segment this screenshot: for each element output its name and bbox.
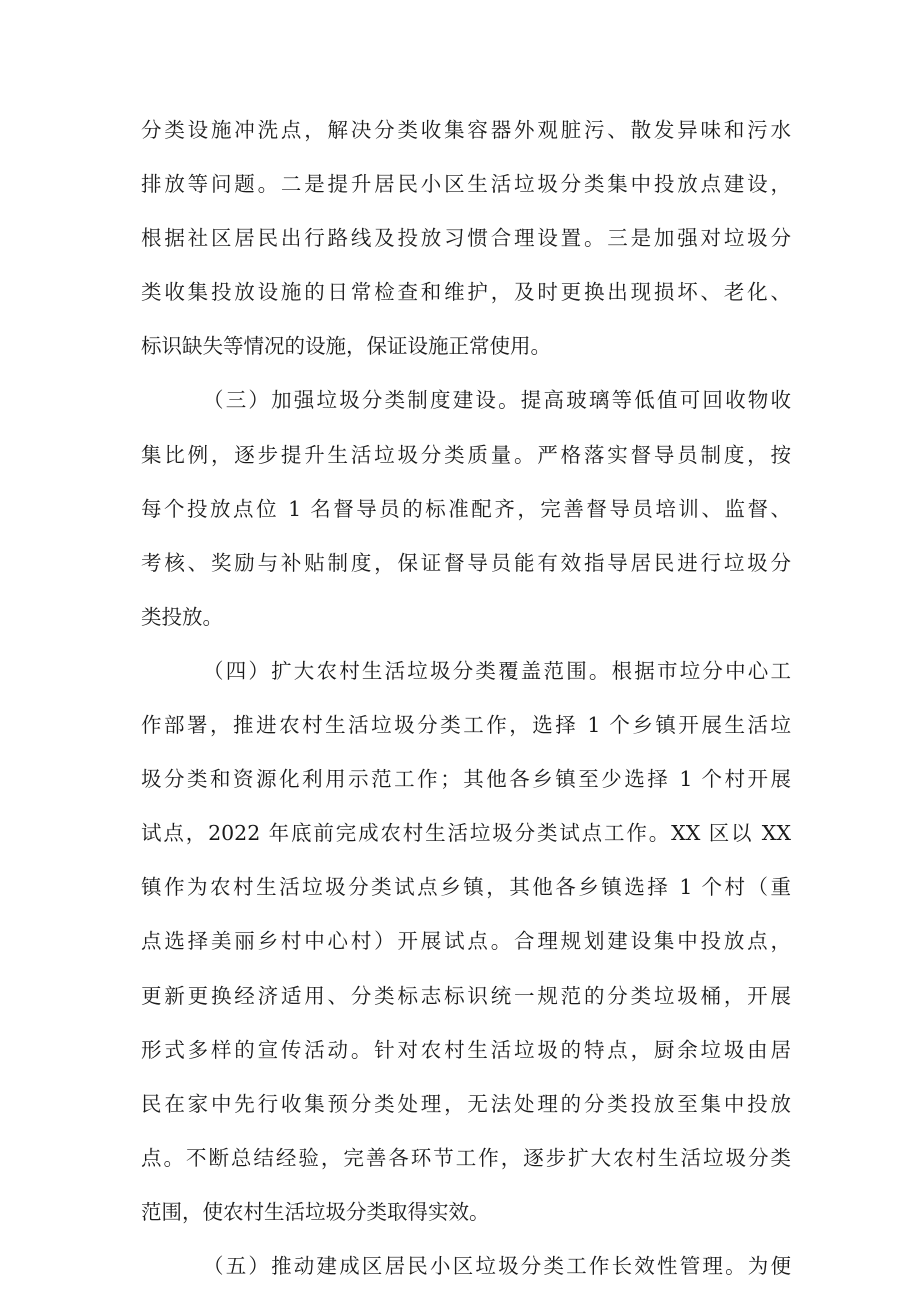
text-line: 分类设施冲洗点，解决分类收集容器外观脏污、散发异味和污水 — [141, 118, 791, 142]
text-line: 圾分类和资源化利用示范工作；其他各乡镇至少选择 1 个村开展 — [141, 767, 791, 792]
paragraph-heading-line: （四）扩大农村生活垃圾分类覆盖范围。根据市垃分中心工 — [203, 658, 791, 683]
text-line: 形式多样的宣传活动。针对农村生活垃圾的特点，厨余垃圾由居 — [141, 1037, 791, 1062]
text-line: 根据社区居民出行路线及投放习惯合理设置。三是加强对垃圾分 — [141, 226, 791, 251]
text-line: 作部署，推进农村生活垃圾分类工作，选择 1 个乡镇开展生活垃 — [141, 713, 791, 738]
text-line: 镇作为农村生活垃圾分类试点乡镇，其他各乡镇选择 1 个村（重 — [141, 875, 791, 900]
text-line: 更新更换经济适用、分类标志标识统一规范的分类垃圾桶，开展 — [141, 983, 791, 1008]
text-line: 试点，2022 年底前完成农村生活垃圾分类试点工作。XX 区以 XX — [141, 821, 791, 846]
text-line: 点。不断总结经验，完善各环节工作，逐步扩大农村生活垃圾分类 — [141, 1145, 791, 1170]
text-line: 每个投放点位 1 名督导员的标准配齐，完善督导员培训、监督、 — [141, 496, 791, 521]
paragraph-heading-line: （五）推动建成区居民小区垃圾分类工作长效性管理。为便 — [203, 1253, 791, 1278]
text-line: 类投放。 — [141, 604, 223, 629]
document-body — [141, 103, 791, 1293]
text-line: 排放等问题。二是提升居民小区生活垃圾分类集中投放点建设， — [141, 172, 791, 197]
text-line: 民在家中先行收集预分类处理，无法处理的分类投放至集中投放 — [141, 1091, 791, 1116]
text-line: 集比例，逐步提升生活垃圾分类质量。严格落实督导员制度，按 — [141, 442, 791, 467]
text-line: 类收集投放设施的日常检查和维护，及时更换出现损坏、老化、 — [141, 280, 791, 305]
text-line: 范围，使农村生活垃圾分类取得实效。 — [141, 1199, 490, 1224]
text-line: 点选择美丽乡村中心村）开展试点。合理规划建设集中投放点， — [141, 929, 791, 954]
text-line: 标识缺失等情况的设施，保证设施正常使用。 — [141, 334, 551, 359]
paragraph-heading-line: （三）加强垃圾分类制度建设。提高玻璃等低值可回收物收 — [203, 388, 791, 413]
text-line: 考核、奖励与补贴制度，保证督导员能有效指导居民进行垃圾分 — [141, 550, 791, 575]
